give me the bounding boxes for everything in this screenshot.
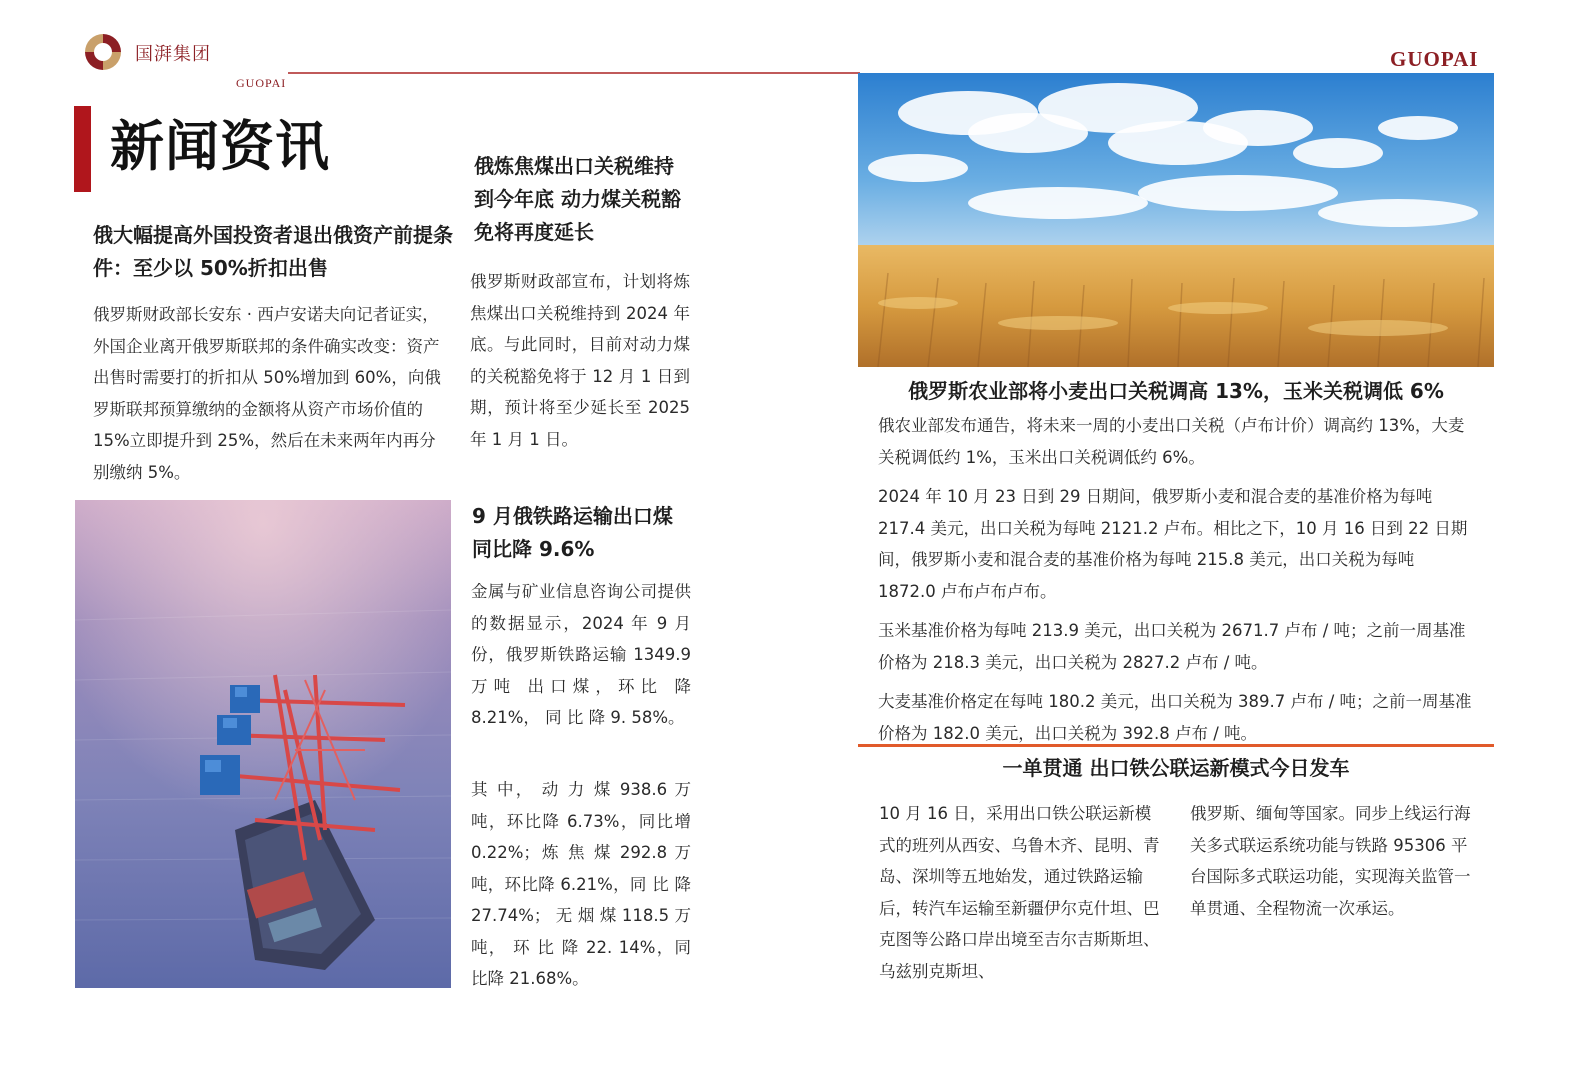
article-5-headline: 一单贯通 出口铁公联运新模式今日发车 (1002, 756, 1350, 780)
article-3-body-1: 金属与矿业信息咨询公司提供的数据显示，2024 年 9 月份，俄罗斯铁路运输 1349.9 万吨 出口煤，环比 降 8.21%， 同 比 降 9. 58%。 (471, 582, 691, 727)
article-3-body-2: 其 中， 动 力 煤 938.6 万 吨，环比降 6.73%，同比增 0.22%；炼 焦 煤 292.8 万吨，环比降 6.21%，同 比 降 27.74%； 无 烟 煤 118.5 万 吨， 环 比 降 22. 14%，同比降 21.68%。 (471, 780, 691, 988)
header-divider (288, 72, 860, 74)
article-4-headline: 俄罗斯农业部将小麦出口关税调高 13%，玉米关税调低 6% (908, 379, 1444, 403)
article-4-paragraph-2: 2024 年 10 月 23 日到 29 日期间，俄罗斯小麦和混合麦的基准价格为每吨 217.4 美元，出口关税为每吨 2121.2 卢布。相比之下，10 月 16 日到 22 日期间，俄罗斯小麦和混合麦的基准价格为每吨 215.8 美元，出口关税为每吨 1872.0 卢布卢布卢布。 (878, 487, 1468, 601)
section-title: 新闻资讯 (110, 115, 330, 178)
brand-name-cn: 国湃集团 (135, 44, 211, 65)
section-title-accent-bar (74, 106, 91, 192)
wheat-field-image (858, 73, 1494, 367)
article-4-paragraph-3: 玉米基准价格为每吨 213.9 美元，出口关税为 2671.7 卢布 / 吨；之前一周基准价格为 218.3 美元，出口关税为 2827.2 卢布 / 吨。 (878, 621, 1466, 672)
article-5-body-right: 俄罗斯、缅甸等国家。同步上线运行海关多式联运系统功能与铁路 95306 平台国际多式联运功能，实现海关监管一单贯通、全程物流一次承运。 (1190, 804, 1471, 918)
article-2-headline: 俄炼焦煤出口关税维持到今年底 动力煤关税豁免将再度延长 (474, 154, 681, 244)
article-4-body (878, 410, 1474, 757)
article-1-headline: 俄大幅提高外国投资者退出俄资产前提条件：至少以 50%折扣出售 (93, 223, 453, 280)
brand-name-en: GUOPAI (236, 76, 287, 90)
article-4-paragraph-1: 俄农业部发布通告，将未来一周的小麦出口关税（卢布计价）调高约 13%，大麦关税调低约 1%，玉米出口关税调低约 6%。 (878, 416, 1465, 467)
brand-wordmark-right: GUOPAI (1390, 47, 1479, 71)
article-5-body-left: 10 月 16 日，采用出口铁公联运新模式的班列从西安、乌鲁木齐、昆明、青岛、深圳等五地始发，通过铁路运输后，转汽车运输至新疆伊尔克什坦、巴克图等公路口岸出境至吉尔吉斯斯坦、乌兹别克斯坦、 (879, 804, 1160, 981)
article-1-body: 俄罗斯财政部长安东 · 西卢安诺夫向记者证实，外国企业离开俄罗斯联邦的条件确实改变：资产出售时需要打的折扣从 50%增加到 60%，向俄罗斯联邦预算缴纳的金额将从资产市场价值的 15%立即提升到 25%，然后在未来两年内再分别缴纳 5%。 (93, 305, 441, 482)
brand-logo (82, 31, 124, 73)
port-image (75, 500, 451, 988)
article-4-paragraph-4: 大麦基准价格定在每吨 180.2 美元，出口关税为 389.7 卢布 / 吨；之前一周基准价格为 182.0 美元，出口关税为 392.8 卢布 / 吨。 (878, 692, 1472, 743)
article-2-body: 俄罗斯财政部宣布，计划将炼焦煤出口关税维持到 2024 年底。与此同时，目前对动力煤的关税豁免将于 12 月 1 日到期，预计将至少延长至 2025 年 1 月 1 日。 (470, 272, 690, 449)
article-3-headline: 9 月俄铁路运输出口煤同比降 9.6% (472, 504, 673, 561)
article-divider (858, 744, 1494, 747)
